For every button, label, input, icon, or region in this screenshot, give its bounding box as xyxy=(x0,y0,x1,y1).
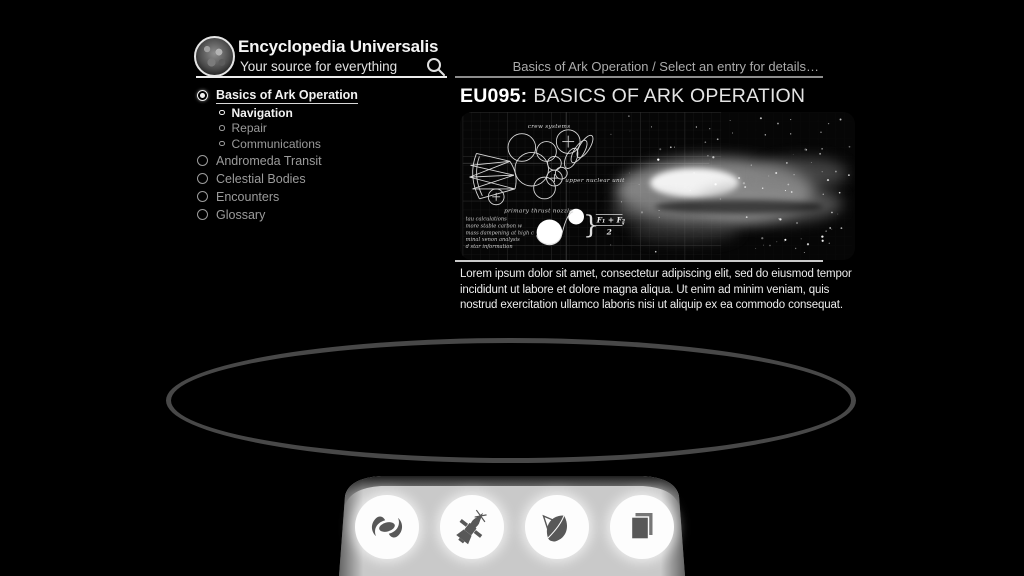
figure-note: tau calculations xyxy=(465,216,507,223)
sidebar-item-label: Andromeda Transit xyxy=(216,153,322,168)
label-primary-thrust-nozzle: primary thrust nozzle xyxy=(504,208,573,215)
entry-heading xyxy=(460,85,805,108)
radio-icon xyxy=(197,191,208,202)
sidebar-item-encounters[interactable] xyxy=(197,190,432,203)
entry-figure xyxy=(460,112,855,260)
sidebar-item-glossary[interactable] xyxy=(197,208,432,221)
sidebar-subitem-label: Repair xyxy=(231,121,267,135)
entry-code: EU095: xyxy=(460,85,528,107)
sidebar-item-label: Basics of Ark Operation xyxy=(216,87,358,102)
entry-body xyxy=(460,267,852,314)
figure-note: mass dampening at high c xyxy=(465,230,534,237)
dock-button-satellite-dish[interactable] xyxy=(525,495,589,559)
radio-selected-icon xyxy=(197,90,208,101)
sidebar-item-label: Celestial Bodies xyxy=(216,171,306,186)
sidebar-subitem-repair[interactable] xyxy=(219,123,432,134)
formula-numerator: F₁ + F₂ xyxy=(596,215,626,225)
sidebar-subitem-communications[interactable] xyxy=(219,138,432,149)
app-tagline: Your source for everything xyxy=(240,59,398,74)
satellite-dish-icon xyxy=(537,507,577,547)
radio-icon xyxy=(197,173,208,184)
dock-button-spaceship[interactable] xyxy=(440,495,504,559)
sidebar-nav xyxy=(197,89,432,226)
app-title: Encyclopedia Universalis xyxy=(238,37,439,56)
moon-logo-icon xyxy=(194,36,235,77)
blueprint-galaxy-image xyxy=(460,112,855,260)
breadcrumb-divider xyxy=(455,76,823,78)
entry-title: BASICS OF ARK OPERATION xyxy=(533,85,806,107)
label-upper-nuclear-unit: upper nuclear unit xyxy=(565,178,625,185)
figure-note: d star information xyxy=(465,244,513,251)
documents-icon xyxy=(622,507,662,547)
dock-button-galaxy[interactable] xyxy=(355,495,419,559)
entry-body-line: nostrud exercitation ullamco laboris nisi ut aliquip ex ea commodo consequat. xyxy=(460,299,843,311)
sidebar-item-celestial-bodies[interactable] xyxy=(197,172,432,185)
figure-note: more stable carbon w xyxy=(465,223,523,230)
header-divider xyxy=(196,76,447,78)
galaxy-icon xyxy=(367,507,407,547)
table-ellipse xyxy=(166,338,856,463)
spaceship-icon xyxy=(452,507,492,547)
sidebar-item-label: Glossary xyxy=(216,207,266,222)
sidebar-item-label: Encounters xyxy=(216,189,280,204)
dock-button-documents[interactable] xyxy=(610,495,674,559)
search-icon[interactable] xyxy=(425,56,447,78)
bullet-icon xyxy=(219,110,225,116)
sidebar-subitem-navigation[interactable] xyxy=(219,107,432,118)
sidebar-item-andromeda-transit[interactable] xyxy=(197,154,432,167)
formula-brace: } xyxy=(583,210,600,241)
bullet-icon xyxy=(219,125,225,131)
entry-body-line: incididunt ut labore et dolore magna aliqua. Ut enim ad minim veniam, quis xyxy=(460,283,830,296)
breadcrumb: Basics of Ark Operation / Select an entry for details… xyxy=(512,59,819,74)
figure-divider xyxy=(455,260,823,262)
figure-note: minal xenon analysis xyxy=(465,237,520,244)
sidebar-subitem-label: Communications xyxy=(231,136,321,151)
sidebar-item-basics-of-ark-operation[interactable] xyxy=(197,89,432,102)
label-crew-systems: crew systems xyxy=(527,123,571,130)
radio-icon xyxy=(197,155,208,166)
radio-icon xyxy=(197,209,208,220)
formula-denominator: 2 xyxy=(606,227,612,237)
bullet-icon xyxy=(219,141,225,147)
sidebar-sublist xyxy=(219,107,432,149)
sidebar-subitem-label: Navigation xyxy=(231,105,293,120)
entry-body-line: Lorem ipsum dolor sit amet, consectetur adipiscing elit, sed do eiusmod tempor xyxy=(460,268,852,280)
